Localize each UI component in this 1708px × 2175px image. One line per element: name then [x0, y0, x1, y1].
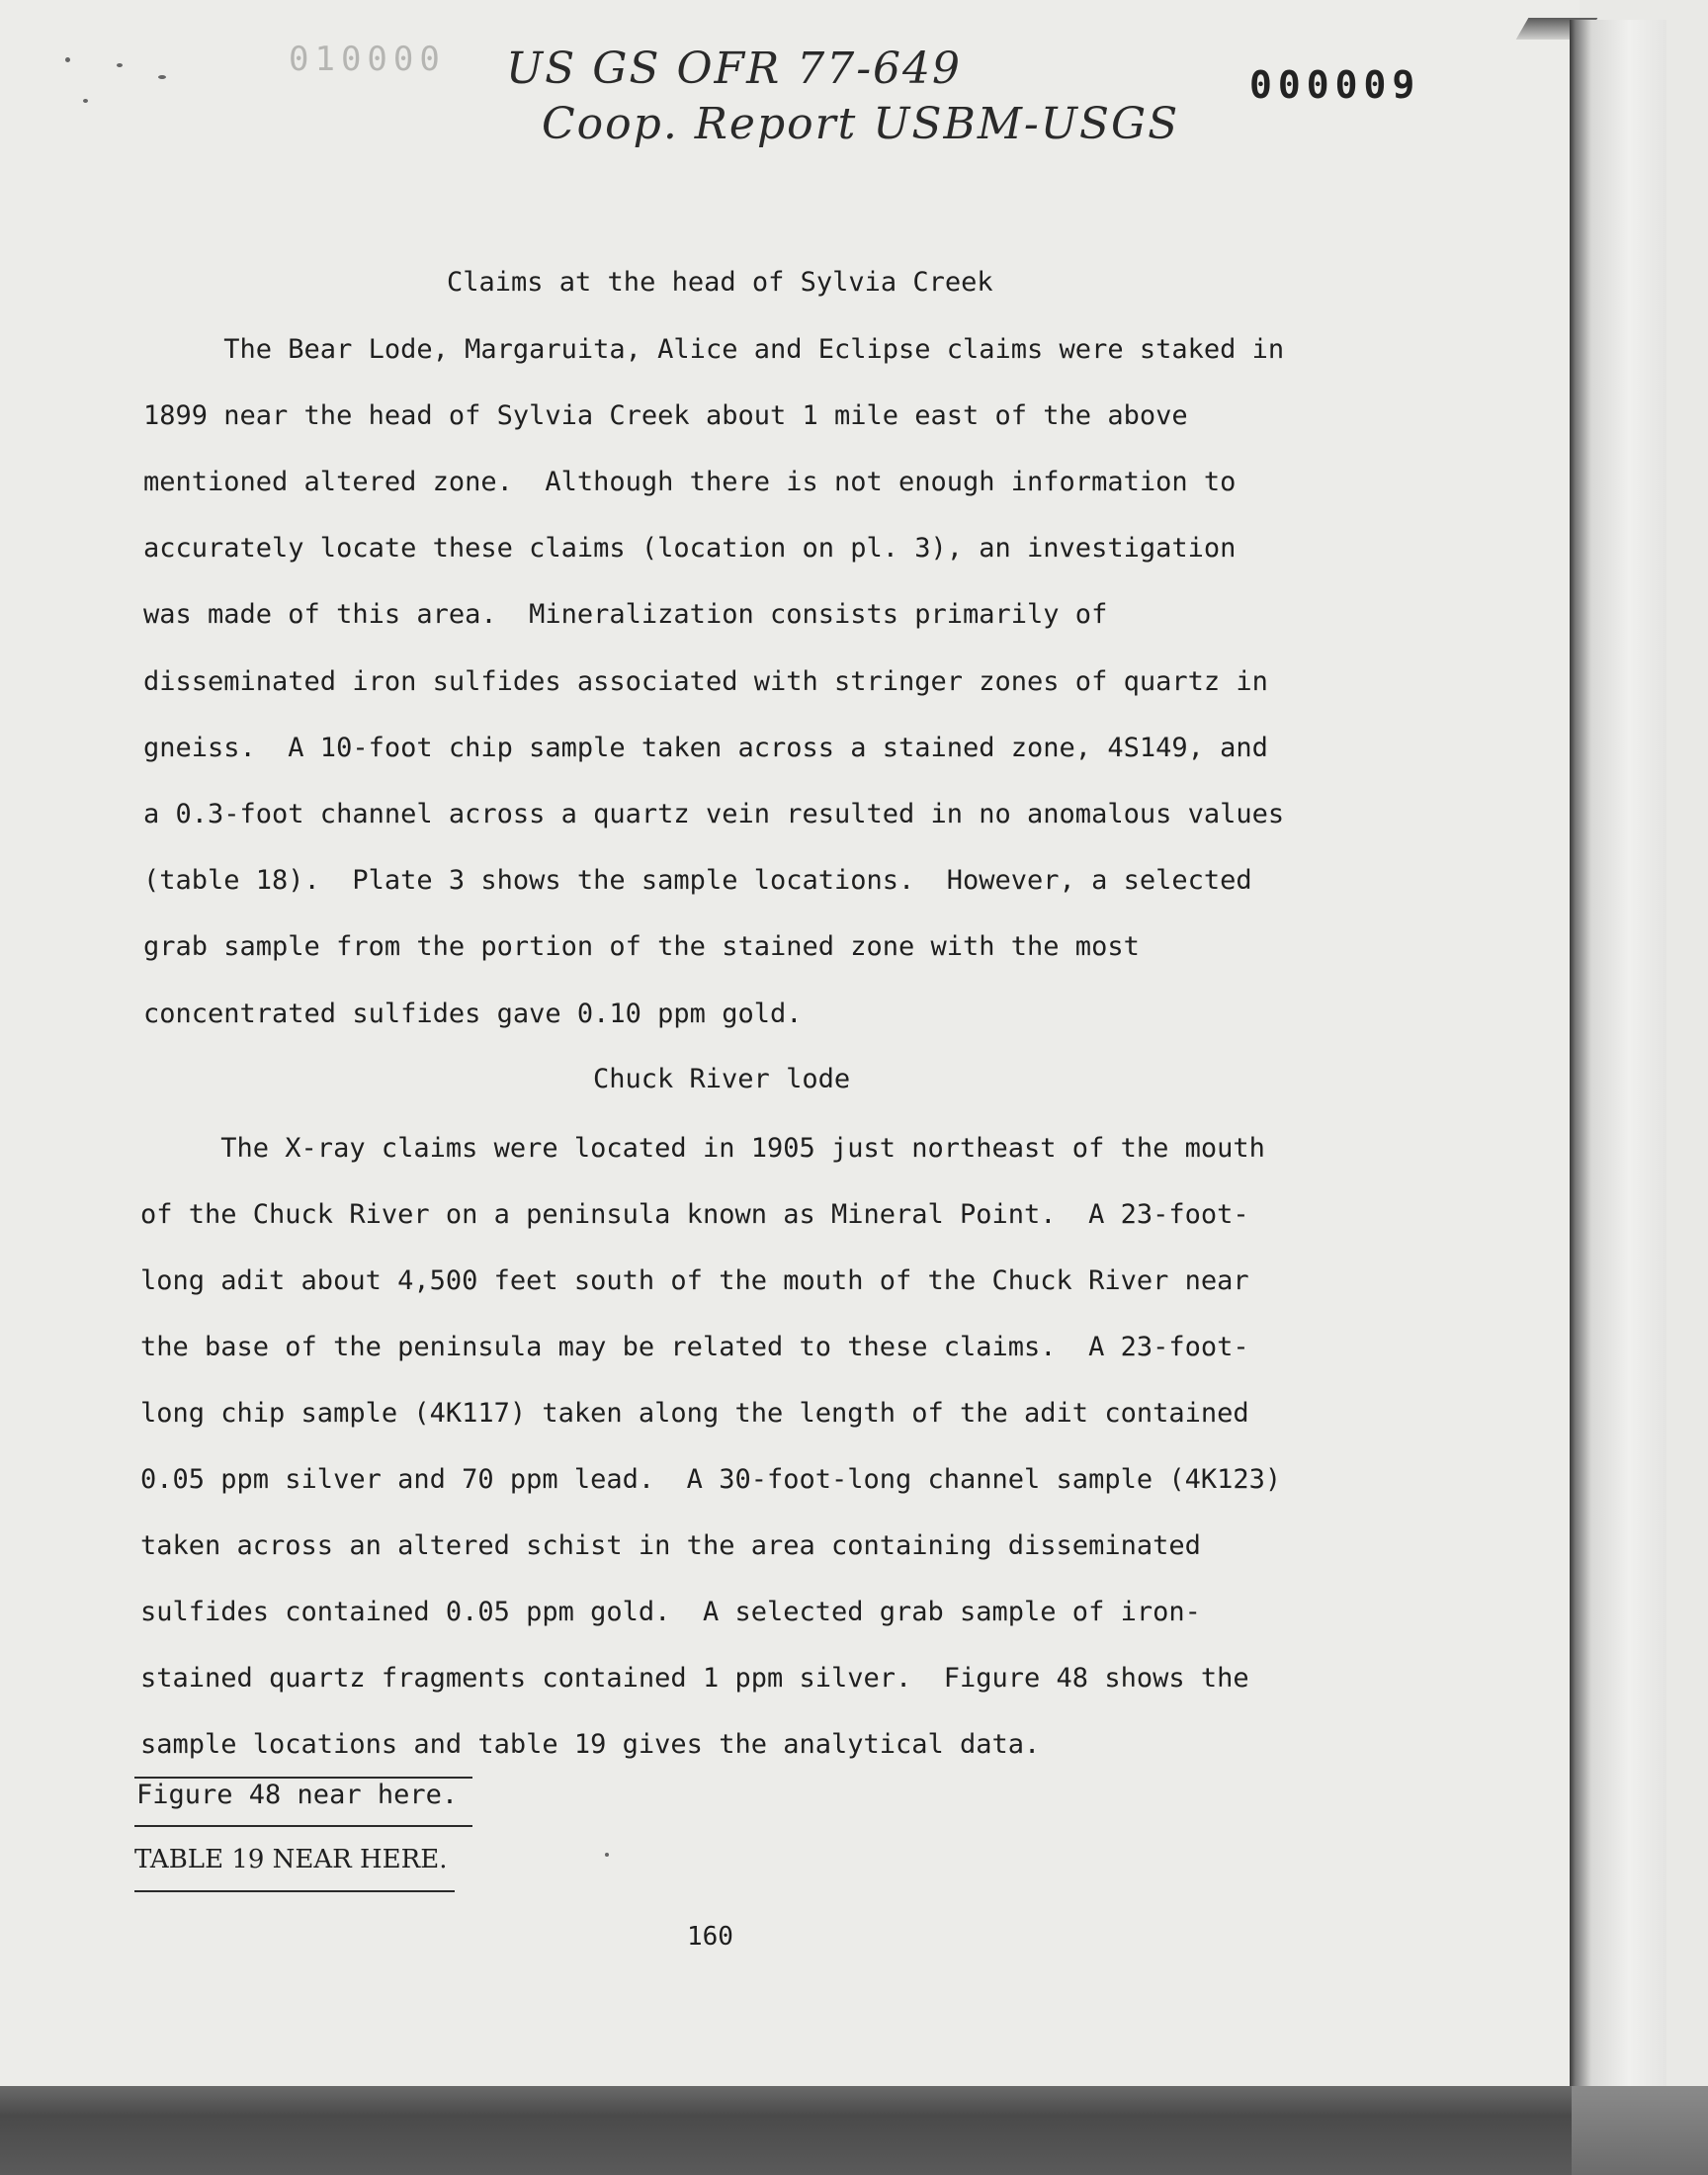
- page-number: 160: [687, 1922, 733, 1952]
- paragraph-line: long adit about 4,500 feet south of the mouth of the Chuck River near: [140, 1265, 1249, 1296]
- page-edge-shadow: [1570, 20, 1666, 2096]
- figure-placement-note: Figure 48 near here.: [136, 1780, 459, 1810]
- paragraph-line: grab sample from the portion of the stained zone with the most: [143, 931, 1140, 962]
- paragraph-line: sample locations and table 19 gives the analytical data.: [140, 1729, 1041, 1760]
- section-title-chuck-river: Chuck River lode: [593, 1064, 851, 1094]
- paragraph-line: taken across an altered schist in the area containing disseminated: [140, 1530, 1201, 1561]
- scan-speck: [83, 99, 88, 103]
- paragraph-line: gneiss. A 10-foot chip sample taken across a stained zone, 4S149, and: [143, 733, 1268, 763]
- paragraph-line: the base of the peninsula may be related to these claims. A 23-foot-: [140, 1332, 1249, 1362]
- note-rule-bottom: [134, 1890, 455, 1892]
- paragraph-line: The X-ray claims were located in 1905 just northeast of the mouth: [140, 1133, 1265, 1164]
- note-rule-middle: [134, 1825, 472, 1827]
- faint-stamp-number: 010000: [289, 40, 446, 79]
- paragraph-line: sulfides contained 0.05 ppm gold. A selected grab sample of iron-: [140, 1597, 1201, 1627]
- scan-speck: [117, 63, 123, 67]
- paragraph-line: mentioned altered zone. Although there is not enough information to: [143, 467, 1237, 497]
- handwritten-report-type: Coop. Report USBM-USGS: [542, 99, 1180, 149]
- handwritten-report-number: US GS OFR 77-649: [506, 44, 963, 94]
- section-title-sylvia-creek: Claims at the head of Sylvia Creek: [447, 267, 993, 298]
- paragraph-line: (table 18). Plate 3 shows the sample locations. However, a selected: [143, 865, 1252, 896]
- scanner-bottom-corner: [1572, 2086, 1708, 2175]
- note-rule-top: [134, 1777, 472, 1779]
- paragraph-line: a 0.3-foot channel across a quartz vein resulted in no anomalous values: [143, 799, 1285, 829]
- paragraph-line: accurately locate these claims (location on pl. 3), an investigation: [143, 533, 1237, 564]
- paragraph-line: was made of this area. Mineralization consists primarily of: [143, 599, 1108, 630]
- paragraph-line: concentrated sulfides gave 0.10 ppm gold.: [143, 999, 803, 1029]
- paragraph-line: of the Chuck River on a peninsula known as Mineral Point. A 23-foot-: [140, 1199, 1249, 1230]
- paragraph-line: stained quartz fragments contained 1 ppm silver. Figure 48 shows the: [140, 1663, 1249, 1694]
- paragraph-line: 0.05 ppm silver and 70 ppm lead. A 30-foot-long channel sample (4K123): [140, 1464, 1282, 1495]
- paragraph-line: The Bear Lode, Margaruita, Alice and Eclipse claims were staked in: [143, 334, 1285, 365]
- paragraph-line: 1899 near the head of Sylvia Creek about 1 mile east of the above: [143, 400, 1188, 431]
- scan-speck: [158, 75, 166, 79]
- paragraph-line: long chip sample (4K117) taken along the length of the adit contained: [140, 1398, 1249, 1429]
- scan-speck: [605, 1853, 609, 1857]
- scan-speck: [65, 57, 70, 62]
- page-id-stamp: 000009: [1249, 63, 1421, 107]
- table-placement-note: TABLE 19 NEAR HERE.: [134, 1845, 448, 1874]
- paragraph-line: disseminated iron sulfides associated with stringer zones of quartz in: [143, 666, 1268, 697]
- scanner-bottom-band: [0, 2086, 1708, 2175]
